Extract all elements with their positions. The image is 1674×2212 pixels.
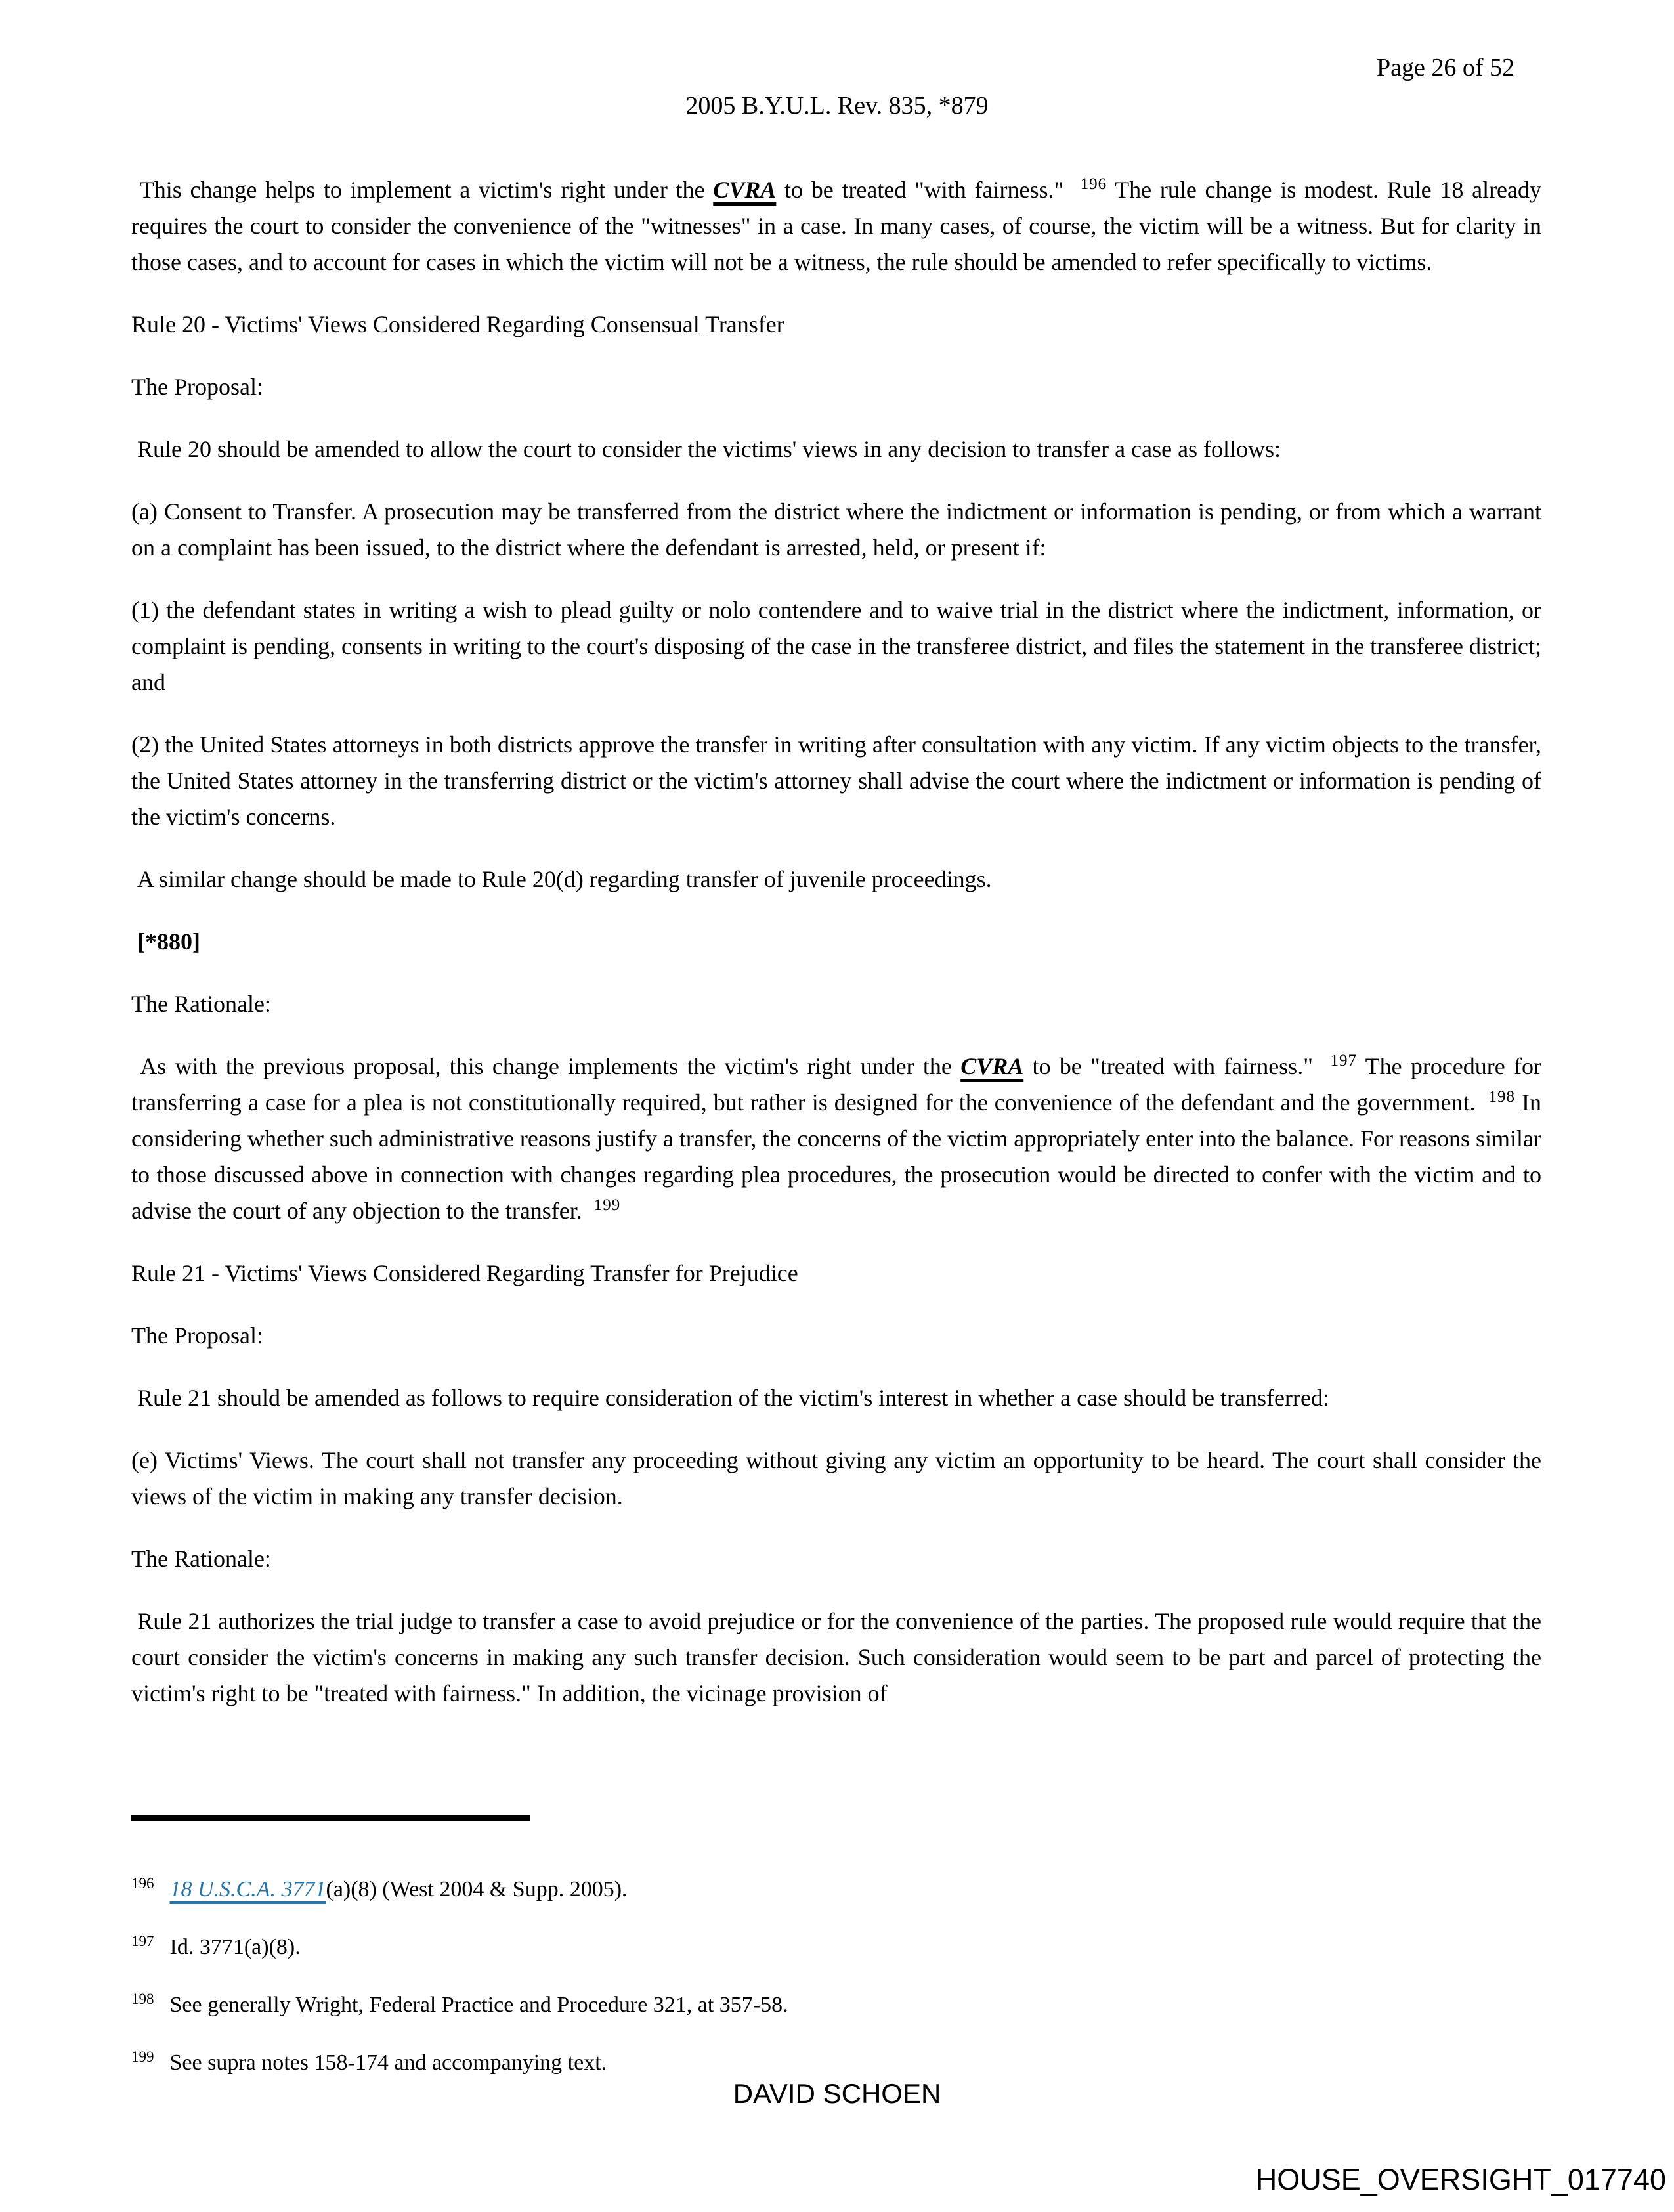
text-segment: (a)(8) (West 2004 & Supp. 2005). — [326, 1877, 628, 1901]
document-body — [131, 172, 1548, 1738]
text-segment: As with the previous proposal, this change implements the victim's right under the — [131, 1053, 961, 1079]
rationale-label-rule-20: The Rationale: — [131, 991, 271, 1017]
footnote-199 — [131, 2049, 1541, 2077]
text-segment: In considering whether such administrative reasons justify a transfer, the concerns of the victim appropriately enter into the balance. For reasons similar to those discussed above in connection with changes regarding plea procedures, the prosecution would be directed to confer with the victim and to advise the court of any objection to the transfer. — [131, 1089, 1547, 1224]
paragraph-rule-21-authorizes: Rule 21 authorizes the trial judge to transfer a case to avoid prejudice or for the convenience of the parties. The proposed rule would require that the court consider the victim's concerns in making any such transfer decision. Such consideration would seem to be part and parcel of protecting the victim's right to be "treated with fairness." In addition, the vicinage provision of — [131, 1608, 1548, 1706]
text-segment: to be treated "with fairness." — [776, 177, 1081, 203]
text-segment: The rule change is modest. Rule 18 already requires the court to consider the convenience of the "witnesses" in a case. In many cases, of course, the victim will be a witness. But for clarity in those cases, and to account for cases in which the victim will not be a witness, the rule should be amended to refer specifically to victims. — [131, 177, 1548, 275]
paragraph-similar-change: A similar change should be made to Rule 20(d) regarding transfer of juvenile proceedings. — [131, 866, 992, 892]
cvra-term: CVRA — [713, 177, 777, 203]
footnote-ref-198: 198 — [1488, 1088, 1515, 1106]
heading-rule-20: Rule 20 - Victims' Views Considered Regarding Consensual Transfer — [131, 311, 784, 337]
usca-3771-link[interactable]: 18 U.S.C.A. 3771 — [169, 1877, 326, 1901]
footnote-198 — [131, 1991, 1541, 2019]
footnote-separator — [131, 1815, 530, 1821]
proposal-label-rule-20: The Proposal: — [131, 374, 263, 400]
paragraph-victims-views-e: (e) Victims' Views. The court shall not transfer any proceeding without giving any victim an opportunity to be heard. The court shall consider the views of the victim in making any transfer decision. — [131, 1447, 1547, 1509]
paragraph-rule-21-amend: Rule 21 should be amended as follows to require consideration of the victim's interest in whether a case should be transferred: — [131, 1385, 1329, 1411]
footnote-196 — [131, 1876, 1541, 1903]
text-segment: The procedure for transferring a case for a plea is not constitutionally required, but rather is designed for the convenience of the defendant and the government. — [131, 1053, 1547, 1116]
author-name: DAVID SCHOEN — [733, 2078, 941, 2109]
text-segment: This change helps to implement a victim's right under the — [131, 177, 714, 203]
paragraph-item-1: (1) the defendant states in writing a wish to plead guilty or nolo contendere and to waive trial in the district where the indictment, information, or complaint is pending, consents in writing to the court's disposing of the case in the transferee district, and files the statement in the transferee district; and — [131, 597, 1547, 695]
paragraph-change-implements — [131, 172, 1548, 280]
text-segment: See generally Wright, Federal Practice and Procedure 321, at 357-58. — [169, 1993, 788, 2017]
paragraph-consent-a: (a) Consent to Transfer. A prosecution may be transferred from the district where the indictment or information is pending, or from which a warrant on a complaint has been issued, to the district where the defendant is arrested, held, or present if: — [131, 498, 1547, 561]
footnote-ref-197: 197 — [1330, 1052, 1357, 1070]
paragraph-item-2: (2) the United States attorneys in both districts approve the transfer in writing after consultation with any victim. If any victim objects to the transfer, the United States attorney in the transferring district or the victim's attorney shall advise the court where the indictment or information is pending of the victim's concerns. — [131, 731, 1547, 830]
header-citation: 2005 B.Y.U.L. Rev. 835, *879 — [685, 92, 989, 119]
footnote-number: 196 — [131, 1875, 154, 1892]
footnotes-section — [131, 1815, 1541, 2077]
footnote-number: 198 — [131, 1990, 154, 2007]
heading-rule-21: Rule 21 - Victims' Views Considered Regarding Transfer for Prejudice — [131, 1260, 798, 1286]
footnote-197 — [131, 1934, 1541, 1961]
cvra-term: CVRA — [960, 1053, 1024, 1079]
proposal-label-rule-21: The Proposal: — [131, 1322, 263, 1349]
footnote-number: 197 — [131, 1932, 154, 1949]
text-segment: to be "treated with fairness." — [1023, 1053, 1331, 1079]
page-number: Page 26 of 52 — [1376, 54, 1514, 81]
paragraph-rule-20-amend: Rule 20 should be amended to allow the court to consider the victims' views in any decision to transfer a case as follows: — [131, 436, 1281, 462]
footnote-ref-199: 199 — [593, 1196, 621, 1214]
footnote-ref-196: 196 — [1080, 175, 1107, 193]
bates-number: HOUSE_OVERSIGHT_017740 — [1255, 2163, 1666, 2196]
text-segment: Id. 3771(a)(8). — [169, 1935, 301, 1959]
page-marker-880: [*880] — [131, 928, 200, 955]
paragraph-as-with-previous — [131, 1049, 1547, 1229]
footnote-number: 199 — [131, 2048, 154, 2065]
text-segment: See supra notes 158-174 and accompanying text. — [169, 2050, 607, 2075]
rationale-label-rule-21: The Rationale: — [131, 1546, 271, 1572]
